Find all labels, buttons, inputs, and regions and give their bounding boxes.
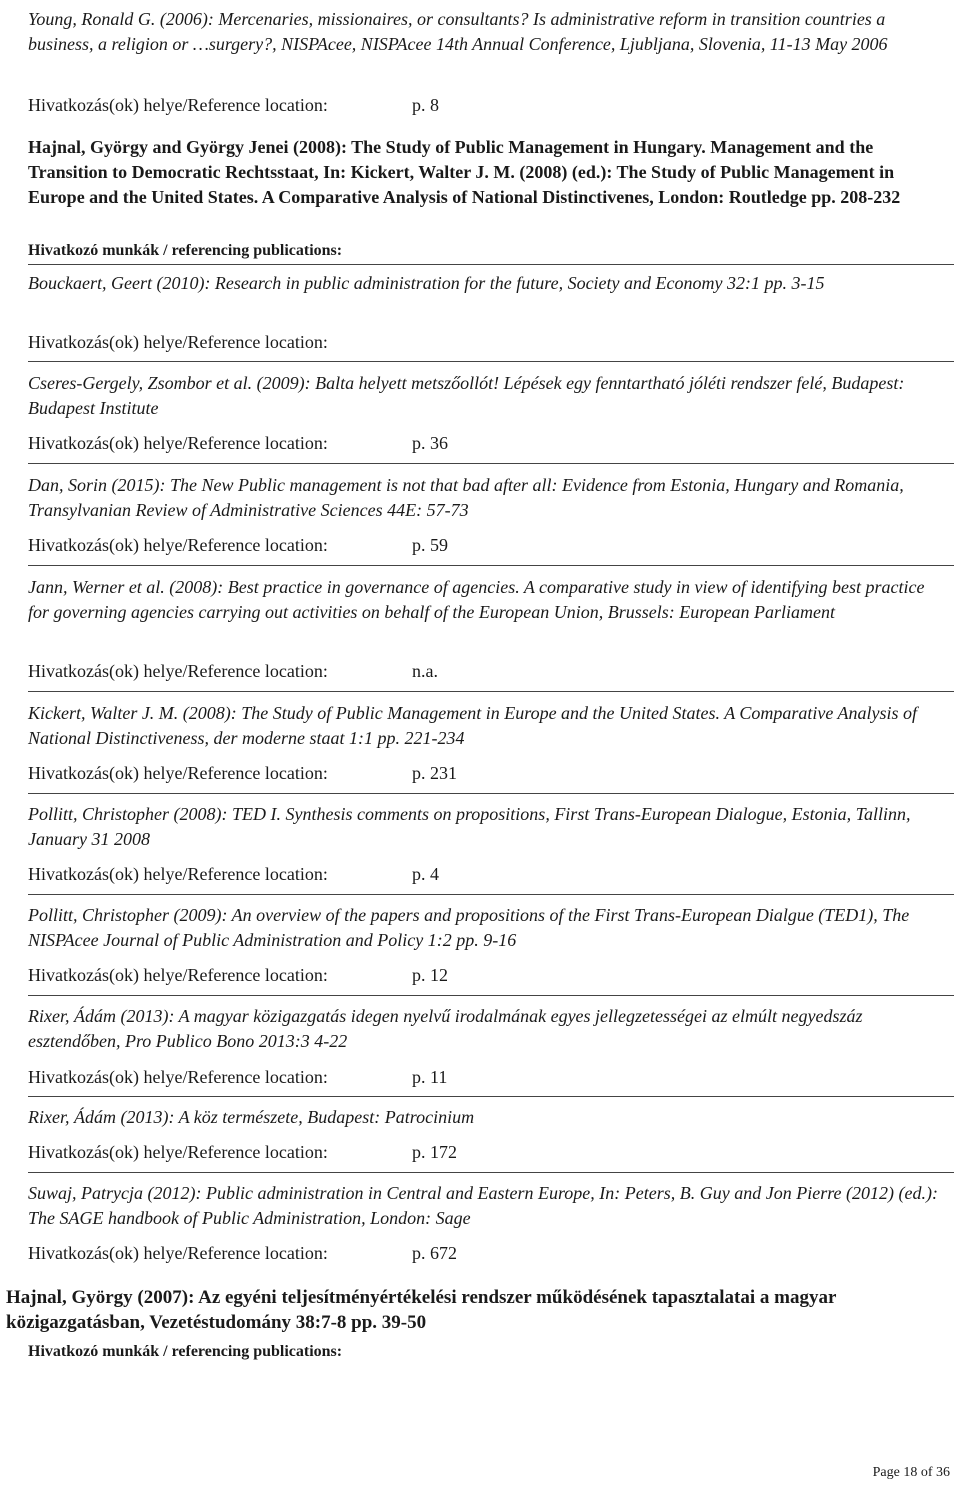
citation-kickert: Kickert, Walter J. M. (2008): The Study of Public Management in Europe and the United States. A Comparative Analysis of National Distinctiveness, der moderne staat 1:1 pp. 221-234 [28, 703, 918, 748]
footer-page-word: Page [872, 1465, 900, 1480]
reference-location-kickert [28, 761, 457, 786]
footer-page-total: 36 [936, 1465, 950, 1480]
citation-young: Young, Ronald G. (2006): Mercenaries, missionaires, or consultants? Is administrative reform in transition countries a business, a religion or …surgery?, NISPAcee, NISPAcee 14th Annual Conference, Ljubljana, Slovenia, 11-13 May 2006 [28, 9, 888, 54]
citation-rixer-2013-a: Rixer, Ádám (2013): A magyar közigazgatás idegen nyelvű irodalmának egyes jellegzetességei az elmúlt negyedszáz esztendőben, Pro Publico Bono 2013:3 4-22 [28, 1006, 863, 1051]
citation-pollitt-2009: Pollitt, Christopher (2009): An overview of the papers and propositions of the First Trans-European Dialgue (TED1), The NISPAcee Journal of Public Administration and Policy 1:2 pp. 9-16 [28, 905, 910, 950]
reference-location-label: Hivatkozás(ok) helye/Reference location: [28, 864, 328, 884]
citation-bouckaert: Bouckaert, Geert (2010): Research in public administration for the future, Society and Economy 32:1 pp. 3-15 [28, 273, 825, 293]
footer-of-word: of [920, 1465, 933, 1480]
reference-location-value: p. 11 [412, 1067, 448, 1087]
entry-divider [28, 361, 954, 362]
reference-location-jann [28, 659, 438, 684]
reference-location-suwaj [28, 1241, 457, 1266]
reference-location-rixer-2013-b [28, 1140, 457, 1165]
reference-location-label: Hivatkozás(ok) helye/Reference location: [28, 1142, 328, 1162]
citation-pollitt-2008: Pollitt, Christopher (2008): TED I. Synthesis comments on propositions, First Trans-European Dialogue, Estonia, Tallinn, January 31 2008 [28, 804, 911, 849]
entry-divider [28, 793, 954, 794]
section-divider [28, 264, 954, 265]
entry-divider [28, 1172, 954, 1173]
reference-location-label: Hivatkozás(ok) helye/Reference location: [28, 661, 328, 681]
reference-location-value: p. 12 [412, 965, 448, 985]
reference-location-label: Hivatkozás(ok) helye/Reference location: [28, 1067, 328, 1087]
reference-location-label: Hivatkozás(ok) helye/Reference location: [28, 95, 328, 115]
reference-location-cseres-gergely [28, 431, 448, 456]
reference-location-value: p. 8 [412, 95, 439, 115]
reference-location-value: p. 672 [412, 1243, 457, 1263]
citation-rixer-2013-b: Rixer, Ádám (2013): A köz természete, Budapest: Patrocinium [28, 1107, 475, 1127]
entry-divider [28, 565, 954, 566]
citation-suwaj: Suwaj, Patrycja (2012): Public administration in Central and Eastern Europe, In: Peters, B. Guy and Jon Pierre (2012) (ed.): The SAGE handbook of Public Administration, London: Sage [28, 1183, 939, 1228]
referencing-publications-heading: Hivatkozó munkák / referencing publications: [28, 1343, 343, 1360]
referencing-publications-heading: Hivatkozó munkák / referencing publications: [28, 242, 343, 259]
entry-divider [28, 691, 954, 692]
footer-page-number: 18 [903, 1465, 918, 1480]
reference-location-label: Hivatkozás(ok) helye/Reference location: [28, 433, 328, 453]
entry-divider [28, 894, 954, 895]
entry-divider [28, 463, 954, 464]
reference-location-value: p. 172 [412, 1142, 457, 1162]
citation-hajnal-2007: Hajnal, György (2007): Az egyéni teljesítményértékelési rendszer működésének tapasztalatai a magyar közigazgatásban, Vezetéstudomány 38:7-8 pp. 39-50 [6, 1287, 837, 1333]
citation-dan: Dan, Sorin (2015): The New Public management is not that bad after all: Evidence from Estonia, Hungary and Romania, Transylvanian Review of Administrative Sciences 44E: 57-73 [28, 475, 904, 520]
page-footer [873, 1464, 950, 1482]
reference-location-label: Hivatkozás(ok) helye/Reference location: [28, 1243, 328, 1263]
reference-location-label: Hivatkozás(ok) helye/Reference location: [28, 332, 328, 352]
reference-location-bouckaert [28, 330, 412, 355]
reference-location-pollitt-2008 [28, 862, 439, 887]
reference-location-value: n.a. [412, 661, 438, 681]
citation-hajnal-jenei: Hajnal, György and György Jenei (2008): The Study of Public Management in Hungary. Management and the Transition to Democratic Rechtsstaat, In: Kickert, Walter J. M. (2008) (ed.): The Study of Public Management in Europe and the United States. A Comparative Analysis of National Distinctivenes, London: Routledge pp. 208-232 [28, 137, 901, 207]
entry-divider [28, 995, 954, 996]
reference-location-value: p. 36 [412, 433, 448, 453]
reference-location-label: Hivatkozás(ok) helye/Reference location: [28, 763, 328, 783]
reference-location-value: p. 4 [412, 864, 439, 884]
citation-jann: Jann, Werner et al. (2008): Best practice in governance of agencies. A comparative study in view of identifying best practice for governing agencies carrying out activities on behalf of the European Union, Brussels: European Parliament [28, 577, 925, 622]
reference-location-young [28, 93, 439, 118]
reference-location-label: Hivatkozás(ok) helye/Reference location: [28, 535, 328, 555]
citation-cseres-gergely: Cseres-Gergely, Zsombor et al. (2009): Balta helyett metszőollót! Lépések egy fenntartható jóléti rendszer felé, Budapest: Budapest Institute [28, 373, 905, 418]
reference-location-dan [28, 533, 448, 558]
reference-location-value: p. 59 [412, 535, 448, 555]
reference-location-pollitt-2009 [28, 963, 448, 988]
entry-divider [28, 1096, 954, 1097]
reference-location-value: p. 231 [412, 763, 457, 783]
reference-location-rixer-2013-a [28, 1065, 447, 1090]
reference-location-label: Hivatkozás(ok) helye/Reference location: [28, 965, 328, 985]
